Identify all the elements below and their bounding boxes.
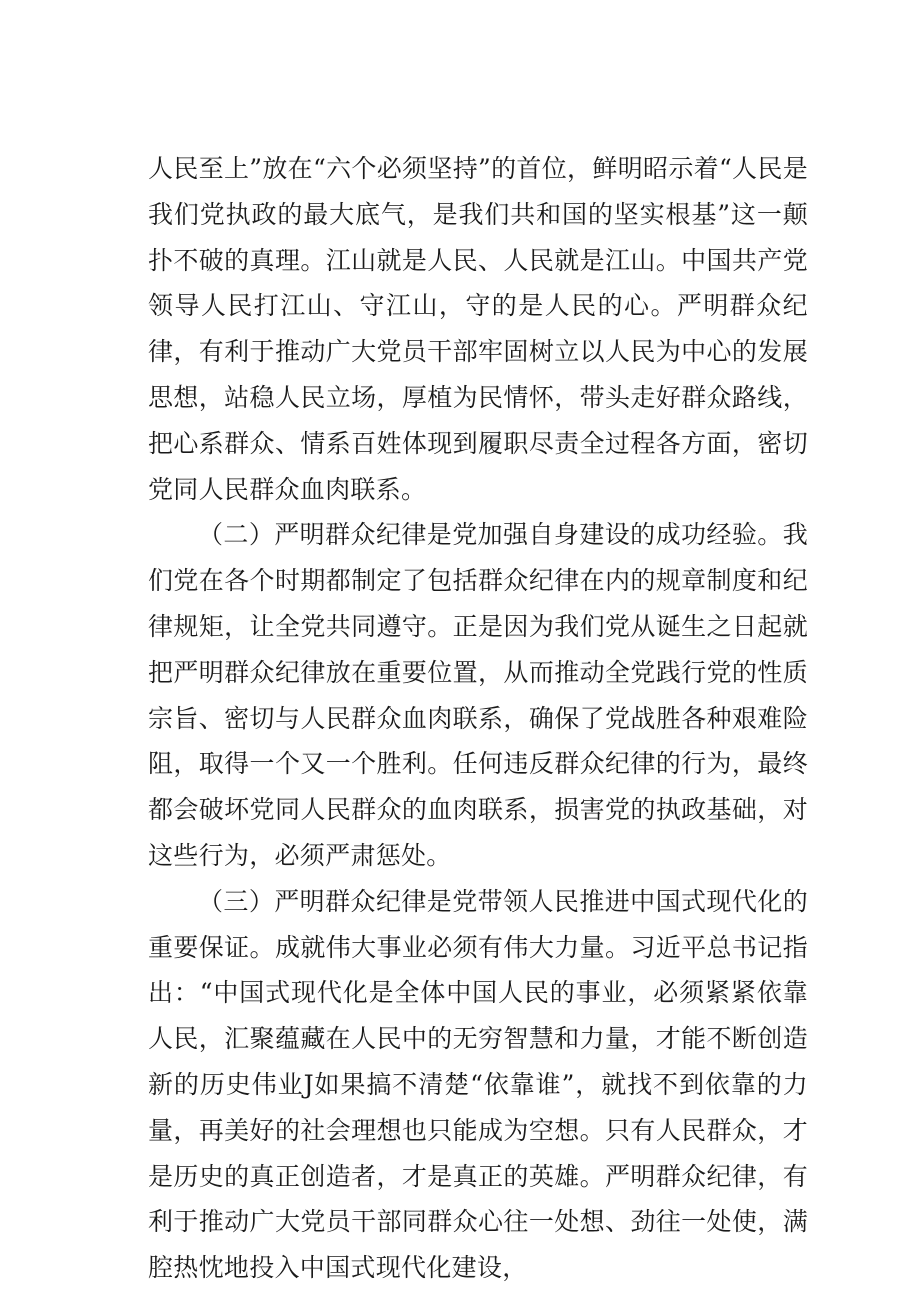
paragraph-continued: 人民至上”放在“六个必须坚持”的首位，鲜明昭示着“人民是我们党执政的最大底气，是我们共和国的坚实根基”这一颠扑不破的真理。江山就是人民、人民就是江山。中国共产党领导人民打江山、守江山，守的是人民的心。严明群众纪律，有利于推动广大党员干部牢固树立以人民为中心的发展思想，站稳人民立场，厚植为民情怀，带头走好群众路线，把心系群众、情系百姓体现到履职尽责全过程各方面，密切党同人民群众血肉联系。 [148, 154, 808, 504]
paragraph-section-three: （三）严明群众纪律是党带领人民推进中国式现代化的重要保证。成就伟大事业必须有伟大力量。习近平总书记指出：“中国式现代化是全体中国人民的事业，必须紧紧依靠人民，汇聚蕴藏在人民中的无穷智慧和力量，才能不断创造新的历史伟业J如果搞不清楚“依靠谁”，就找不到依靠的力量，再美好的社会理想也只能成为空想。只有人民群众，才是历史的真正创造者，才是真正的英雄。严明群众纪律，有利于推动广大党员干部同群众心往一处想、劲往一处使，满腔热忱地投入中国式现代化建设， [148, 886, 808, 1283]
document-body [148, 146, 808, 1291]
paragraph-section-two: （二）严明群众纪律是党加强自身建设的成功经验。我们党在各个时期都制定了包括群众纪律在内的规章制度和纪律规矩，让全党共同遵守。正是因为我们党从诞生之日起就把严明群众纪律放在重要位置，从而推动全党践行党的性质宗旨、密切与人民群众血肉联系，确保了党战胜各种艰难险阻，取得一个又一个胜利。任何违反群众纪律的行为，最终都会破坏党同人民群众的血肉联系，损害党的执政基础，对这些行为，必须严肃惩处。 [148, 520, 808, 870]
